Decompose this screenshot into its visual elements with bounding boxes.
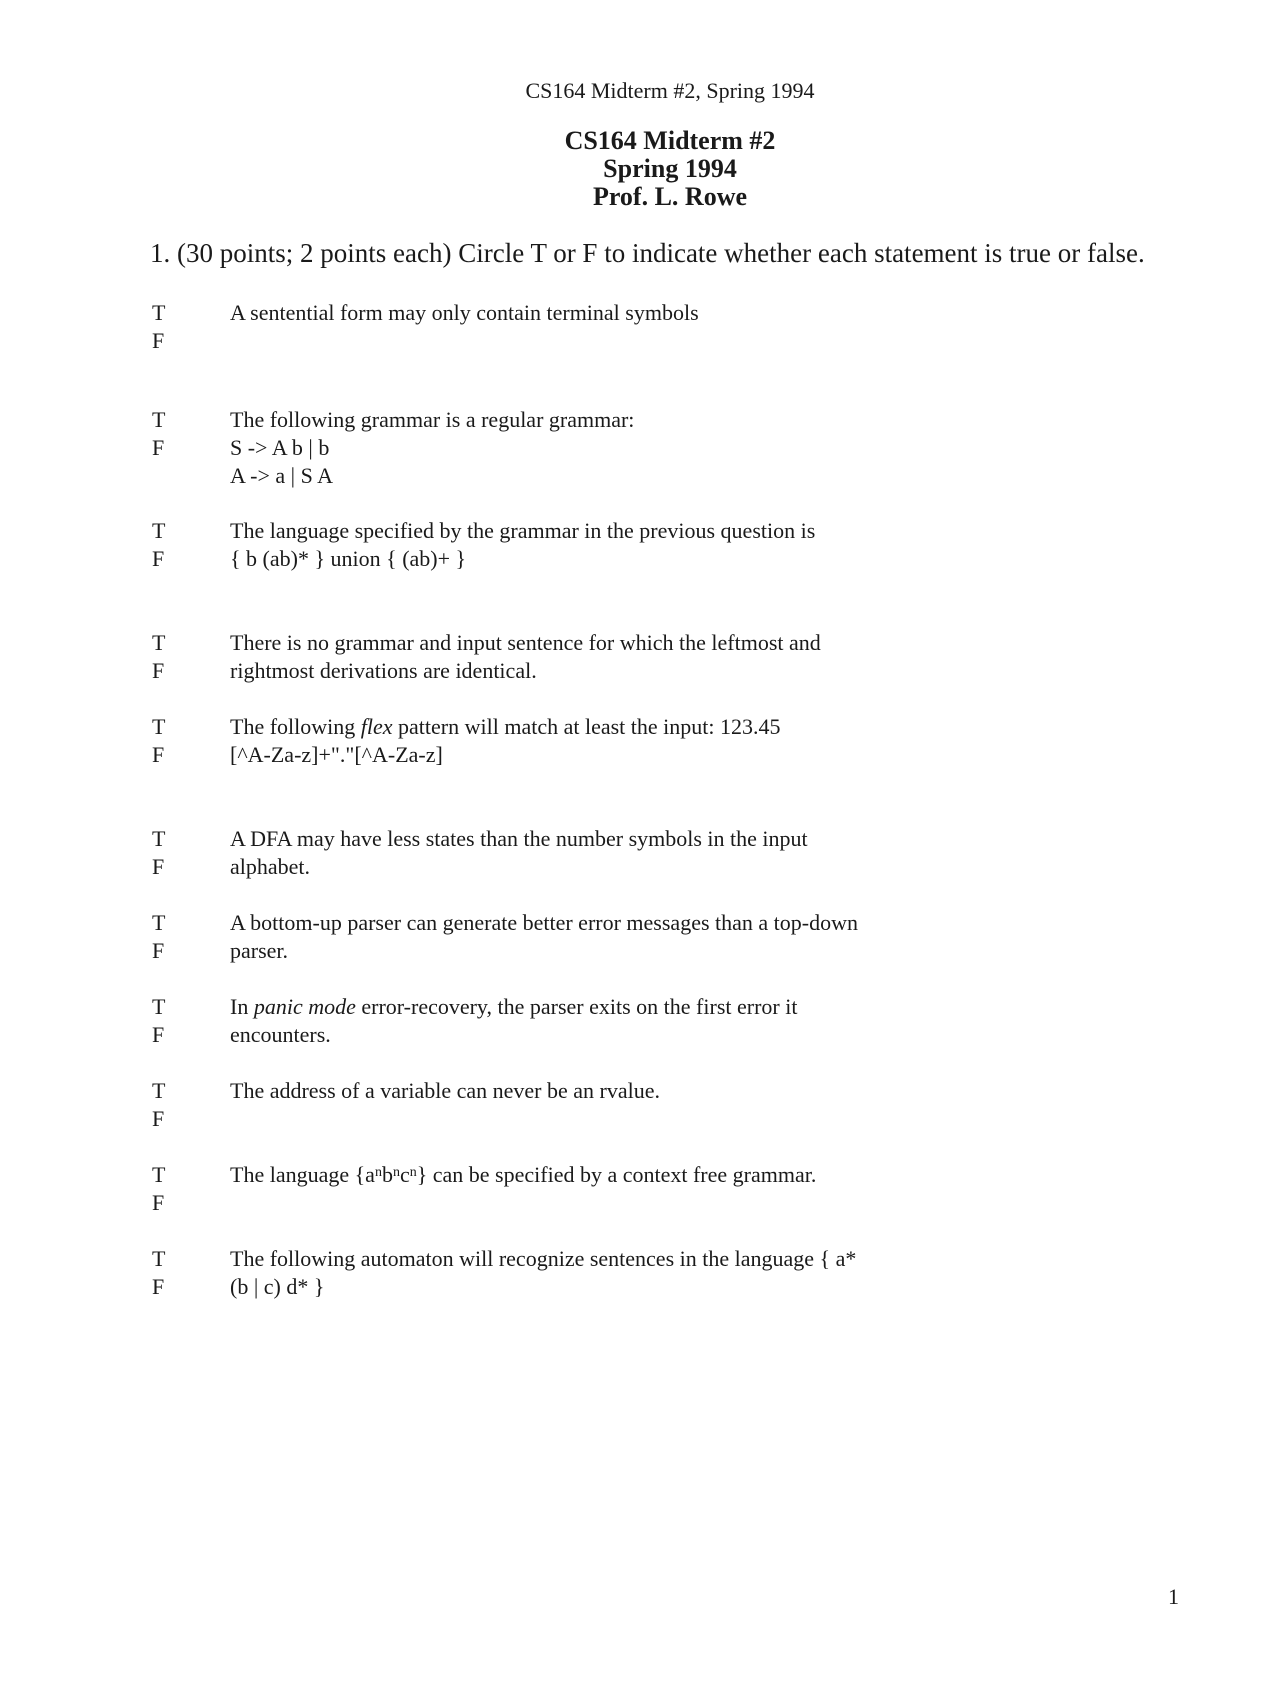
tf-choices xyxy=(152,993,182,1049)
true-choice[interactable]: T xyxy=(152,1246,166,1271)
statement-line xyxy=(230,713,1050,741)
statement-line xyxy=(230,1161,1050,1189)
tf-statement xyxy=(230,299,1050,327)
tf-statement xyxy=(230,713,1050,769)
statement-text: The language {a xyxy=(230,1162,375,1187)
statement-line: A bottom-up parser can generate better error messages than a top-down xyxy=(230,910,858,935)
true-choice[interactable]: T xyxy=(152,518,166,543)
false-choice[interactable]: F xyxy=(152,1106,165,1131)
true-choice[interactable]: T xyxy=(152,407,166,432)
false-choice[interactable]: F xyxy=(152,1274,165,1299)
true-choice[interactable]: T xyxy=(152,994,166,1019)
statement-text: pattern will match at least the input: 123.45 xyxy=(392,714,781,739)
tf-choices xyxy=(152,299,182,355)
emphasis-term: panic mode xyxy=(253,994,356,1019)
statement-line: The address of a variable can never be an rvalue. xyxy=(230,1078,660,1103)
tf-statement xyxy=(230,1245,1050,1301)
superscript: n xyxy=(392,1165,400,1180)
question-1-heading: 1. (30 points; 2 points each) Circle T or F to indicate whether each statement is true or false. xyxy=(150,238,1145,268)
statement-line: A sentential form may only contain terminal symbols xyxy=(230,300,699,325)
tf-choices xyxy=(152,713,182,769)
tf-choices xyxy=(152,1077,182,1133)
tf-choices xyxy=(152,629,182,685)
statement-line: alphabet. xyxy=(230,854,311,879)
statement-text: In xyxy=(230,994,254,1019)
statement-text: } can be specified by a context free grammar. xyxy=(416,1162,817,1187)
exam-term: Spring 1994 xyxy=(603,154,737,183)
superscript: n xyxy=(409,1165,417,1180)
true-choice[interactable]: T xyxy=(152,826,166,851)
false-choice[interactable]: F xyxy=(152,1022,165,1047)
page-number: 1 xyxy=(1168,1584,1179,1609)
exam-title: CS164 Midterm #2 xyxy=(564,126,776,155)
grammar-rule: A -> a | S A xyxy=(230,463,333,488)
statement-line: The following automaton will recognize sentences in the language { a* xyxy=(230,1246,857,1271)
false-choice[interactable]: F xyxy=(152,435,165,460)
tf-choices xyxy=(152,909,182,965)
statement-line: (b | c) d* } xyxy=(230,1274,325,1299)
true-choice[interactable]: T xyxy=(152,630,166,655)
statement-line: rightmost derivations are identical. xyxy=(230,658,537,683)
flex-pattern: [^A-Za-z]+"."[^A-Za-z] xyxy=(230,742,443,767)
superscript: n xyxy=(374,1165,382,1180)
false-choice[interactable]: F xyxy=(152,658,165,683)
tf-statement xyxy=(230,1077,1050,1105)
statement-text: error-recovery, the parser exits on the first error it xyxy=(355,994,798,1019)
tf-statement xyxy=(230,517,1050,573)
true-choice[interactable]: T xyxy=(152,1162,166,1187)
statement-text: b xyxy=(381,1162,393,1187)
statement-text: The following xyxy=(230,714,361,739)
running-header: CS164 Midterm #2, Spring 1994 xyxy=(525,78,815,103)
statement-line: The following grammar is a regular grammar: xyxy=(230,407,635,432)
true-choice[interactable]: T xyxy=(152,714,166,739)
true-choice[interactable]: T xyxy=(152,1078,166,1103)
false-choice[interactable]: F xyxy=(152,328,165,353)
tf-choices xyxy=(152,825,182,881)
false-choice[interactable]: F xyxy=(152,546,165,571)
tf-statement xyxy=(230,909,1050,965)
tf-statement xyxy=(230,825,1050,881)
statement-line: { b (ab)* } union { (ab)+ } xyxy=(230,546,467,571)
tf-statement xyxy=(230,406,1050,490)
true-choice[interactable]: T xyxy=(152,910,166,935)
statement-line xyxy=(230,993,1050,1021)
title-block xyxy=(0,127,1280,211)
statement-line: parser. xyxy=(230,938,289,963)
grammar-rule: S -> A b | b xyxy=(230,435,330,460)
tf-choices xyxy=(152,406,182,462)
statement-line: A DFA may have less states than the number symbols in the input xyxy=(230,826,808,851)
tf-choices xyxy=(152,517,182,573)
false-choice[interactable]: F xyxy=(152,854,165,879)
tf-choices xyxy=(152,1161,182,1217)
tf-statement xyxy=(230,1161,1050,1189)
false-choice[interactable]: F xyxy=(152,1190,165,1215)
true-choice[interactable]: T xyxy=(152,300,166,325)
statement-line: There is no grammar and input sentence for which the leftmost and xyxy=(230,630,821,655)
emphasis-term: flex xyxy=(360,714,393,739)
tf-statement xyxy=(230,629,1050,685)
tf-choices xyxy=(152,1245,182,1301)
exam-instructor: Prof. L. Rowe xyxy=(592,182,748,211)
tf-statement xyxy=(230,993,1050,1049)
false-choice[interactable]: F xyxy=(152,742,165,767)
statement-line: The language specified by the grammar in the previous question is xyxy=(230,518,816,543)
statement-line: encounters. xyxy=(230,1022,331,1047)
statement-text: c xyxy=(399,1162,410,1187)
false-choice[interactable]: F xyxy=(152,938,165,963)
